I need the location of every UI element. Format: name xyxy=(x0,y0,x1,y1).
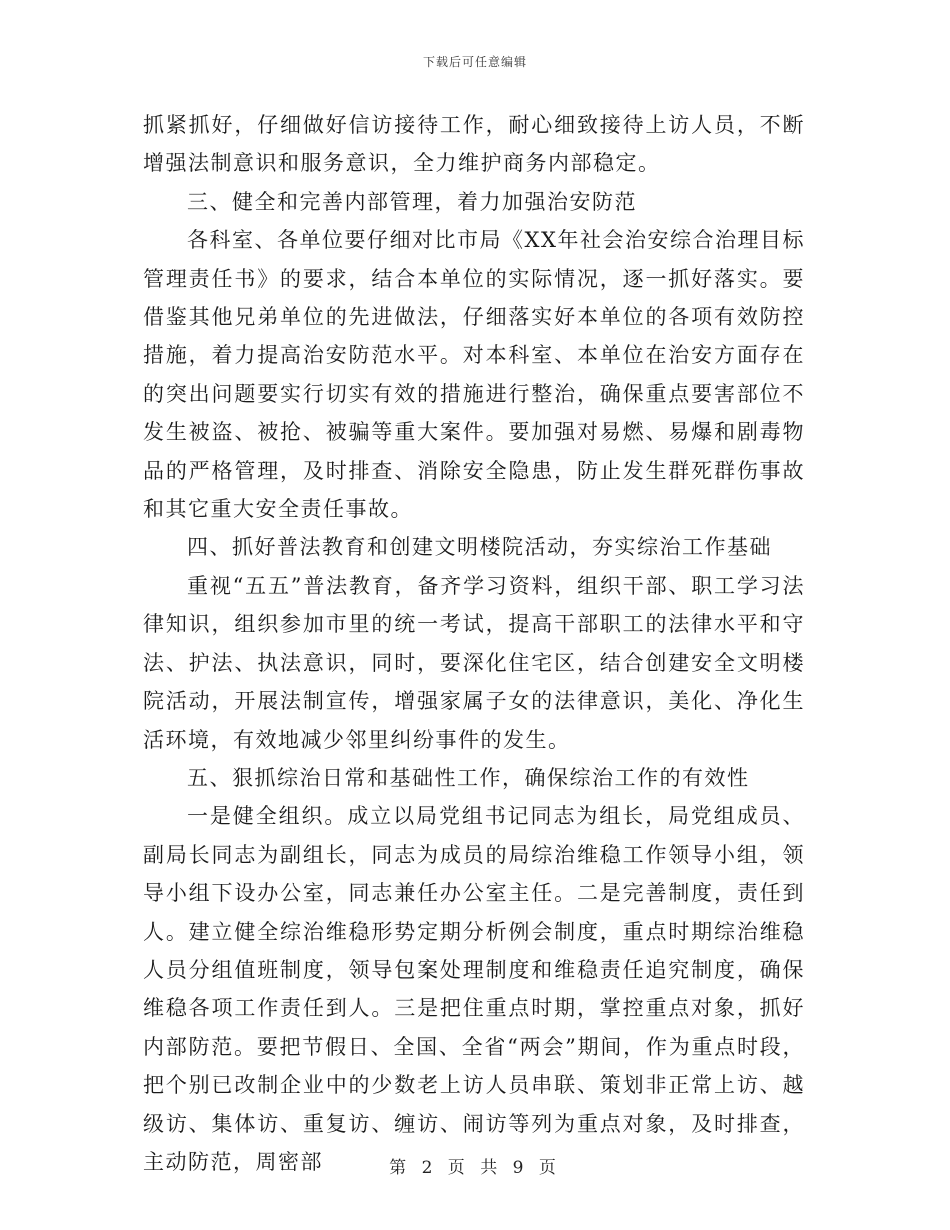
section-heading: 五、狠抓综治日常和基础性工作，确保综治工作的有效性 xyxy=(187,765,750,790)
paragraph: 抓紧抓好，仔细做好信访接待工作，耐心细致接待上访人员，不断增强法制意识和服务意识，全力维护商务内部稳定。 xyxy=(143,113,805,176)
body-text xyxy=(143,106,805,1181)
header-note: 下载后可任意编辑 xyxy=(422,55,527,69)
section-heading: 四、抓好普法教育和创建文明楼院活动，夯实综治工作基础 xyxy=(187,535,772,560)
page-number: 第 2 页 共 9 页 xyxy=(389,1158,561,1178)
paragraph: 一是健全组织。成立以局党组书记同志为组长，局党组成员、副局长同志为副组长，同志为成员的局综治维稳工作领导小组，领导小组下设办公室，同志兼任办公室主任。二是完善制度，责任到人。建立健全综治维稳形势定期分析例会制度，重点时期综治维稳人员分组值班制度，领导包案处理制度和维稳责任追究制度，确保维稳各项工作责任到人。三是把住重点时期，掌控重点对象，抓好内部防范。要把节假日、全国、全省“两会”期间，作为重点时段，把个别已改制企业中的少数老上访人员串联、策划非正常上访、越级访、集体访、重复访、缠访、闹访等列为重点对象，及时排查，主动防范，周密部 xyxy=(143,804,805,1174)
paragraph: 各科室、各单位要仔细对比市局《XX年社会治安综合治理目标管理责任书》的要求，结合本单位的实际情况，逐一抓好落实。要借鉴其他兄弟单位的先进做法，仔细落实好本单位的各项有效防控措施，着力提高治安防范水平。对本科室、本单位在治安方面存在的突出问题要实行切实有效的措施进行整治，确保重点要害部位不发生被盗、被抢、被骗等重大案件。要加强对易燃、易爆和剧毒物品的严格管理，及时排查、消除安全隐患，防止发生群死群伤事故和其它重大安全责任事故。 xyxy=(143,228,805,522)
paragraph: 重视“五五”普法教育，备齐学习资料，组织干部、职工学习法律知识，组织参加市里的统一考试，提高干部职工的法律水平和守法、护法、执法意识，同时，要深化住宅区，结合创建安全文明楼院活动，开展法制宣传，增强家属子女的法律意识，美化、净化生活环境，有效地减少邻里纠纷事件的发生。 xyxy=(143,573,805,752)
section-heading: 三、健全和完善内部管理，着力加强治安防范 xyxy=(187,189,637,214)
